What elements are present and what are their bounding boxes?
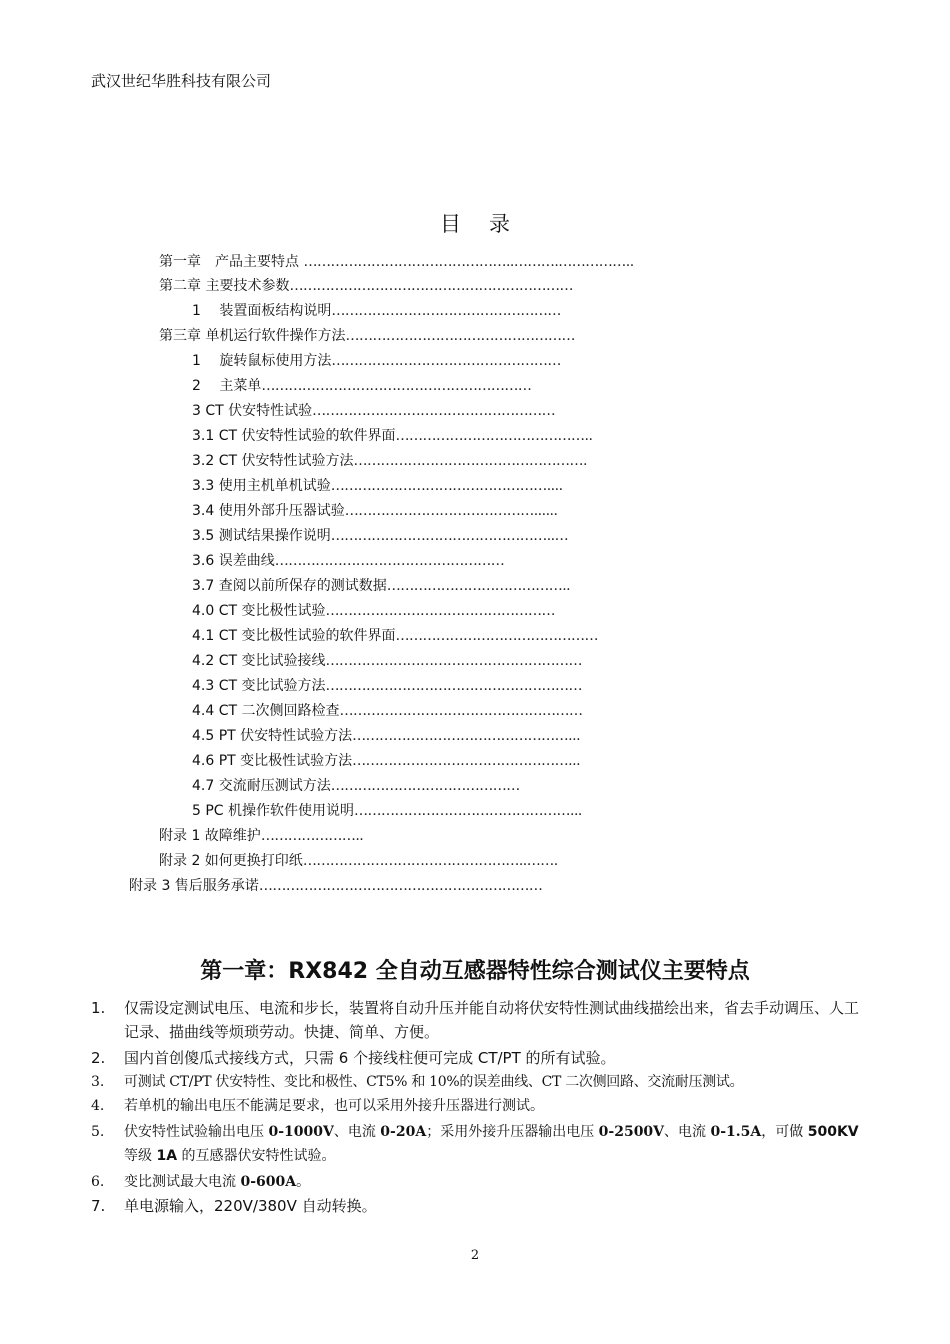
toc-entry[interactable]: 第二章 主要技术参数……………………………………………………… — [159, 278, 573, 294]
toc-entry[interactable]: 1 旋转鼠标使用方法…………………………………………… — [192, 353, 561, 369]
toc-entry[interactable]: 4.3 CT 变比试验方法………………………………………………… — [192, 678, 582, 694]
toc-entry[interactable]: 2 主菜单…………………………………………………… — [192, 378, 532, 394]
toc-entry[interactable]: 附录 1 故障维护………………….. — [159, 828, 364, 844]
toc-entry[interactable]: 4.6 PT 变比极性试验方法…………………………………………... — [192, 753, 581, 769]
toc-entry[interactable]: 附录 2 如何更换打印纸…………………………………………..……. — [159, 853, 558, 869]
toc-entry[interactable]: 3.4 使用外部升压器试验……………………………………...... — [192, 503, 558, 519]
chapter-heading: 第一章：RX842 全自动互感器特性综合测试仪主要特点 — [200, 959, 750, 984]
toc-entry[interactable]: 3.7 查阅以前所保存的测试数据………………………………….. — [192, 578, 571, 594]
toc-entry[interactable]: 3 CT 伏安特性试验……………………………………………… — [192, 403, 556, 419]
toc-title: 目录 — [440, 212, 538, 236]
toc-entry[interactable]: 附录 3 售后服务承诺……………………………………………………… — [129, 878, 543, 894]
toc-entry[interactable]: 3.2 CT 伏安特性试验方法……………………………………………. — [192, 453, 587, 469]
toc-entry[interactable]: 第三章 单机运行软件操作方法…………………………………………… — [159, 328, 575, 344]
company-name: 武汉世纪华胜科技有限公司 — [91, 72, 272, 90]
toc-entry[interactable]: 3.1 CT 伏安特性试验的软件界面…………………………………….. — [192, 428, 593, 444]
toc-entry[interactable]: 4.1 CT 变比极性试验的软件界面……………………………………… — [192, 628, 598, 644]
toc-entry[interactable]: 4.0 CT 变比极性试验…………………………………………… — [192, 603, 555, 619]
toc-entry[interactable]: 4.7 交流耐压测试方法…………………………………… — [192, 778, 520, 794]
toc-entry[interactable]: 3.3 使用主机单机试验………………………………………….... — [192, 478, 563, 494]
toc-entry[interactable]: 4.4 CT 二次侧回路检查……………………………………………… — [192, 703, 583, 719]
toc-entry[interactable]: 4.5 PT 伏安特性试验方法…………………………………………... — [192, 728, 581, 744]
toc-entry[interactable]: 4.2 CT 变比试验接线………………………………………………… — [192, 653, 582, 669]
page-number: 2 — [470, 1248, 480, 1263]
toc-entry[interactable]: 3.6 误差曲线…………………………………………… — [192, 553, 505, 569]
toc-entry[interactable]: 3.5 测试结果操作说明…………………………………………..… — [192, 528, 569, 544]
toc-entry[interactable]: 第一章 产品主要特点 ………………………………………..……….…………….. — [159, 254, 634, 270]
toc-entry[interactable]: 1 装置面板结构说明…………………………………………… — [192, 303, 561, 319]
toc-entry[interactable]: 5 PC 机操作软件使用说明…………………………………………... — [192, 803, 582, 819]
